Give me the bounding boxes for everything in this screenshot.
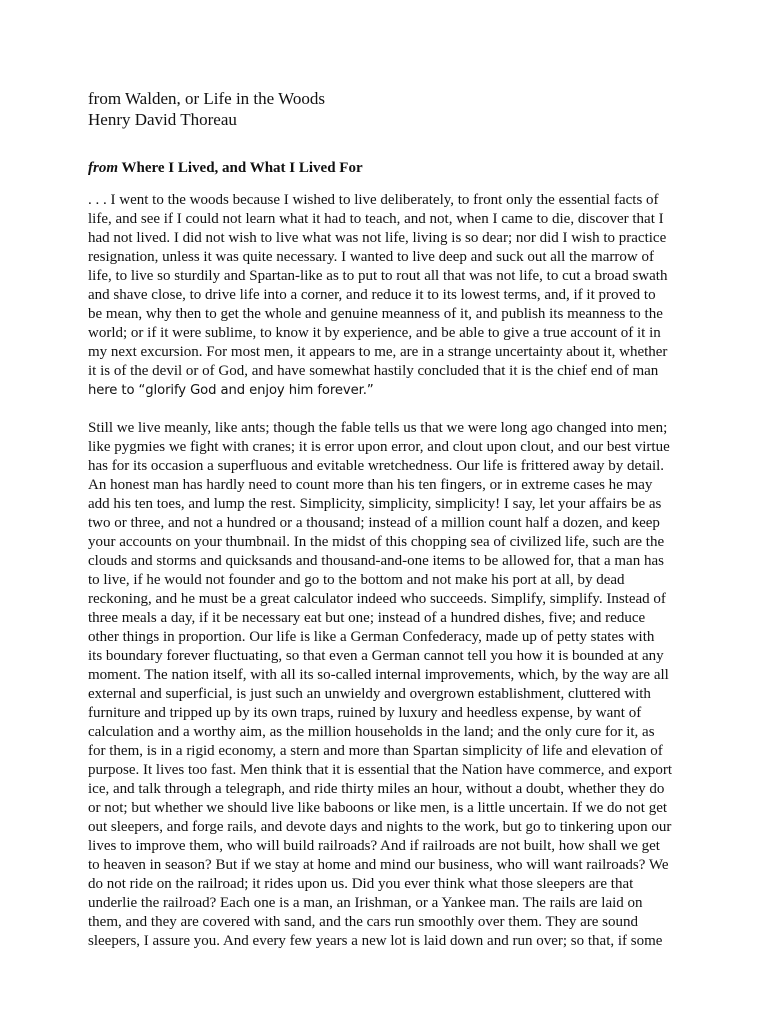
paragraph-line: reckoning, and he must be a great calculator indeed who succeeds. Simplify, simplify. Instead of: [88, 591, 666, 607]
section-heading: [88, 159, 698, 178]
paragraph-line: to live, if he would not founder and go to the bottom and not make his port at all, by dead: [88, 572, 625, 588]
paragraph-line: or not; but whether we should live like baboons or like men, is a little uncertain. If we do not get: [88, 800, 668, 816]
document-title: from Walden, or Life in the Woods: [88, 89, 325, 108]
paragraph-1: [88, 191, 698, 400]
paragraph-line: . . . I went to the woods because I wished to live deliberately, to front only the essential facts of: [88, 192, 659, 208]
paragraph-line: your accounts on your thumbnail. In the midst of this chopping sea of civilized life, such are the: [88, 534, 665, 550]
paragraph-line: other things in proportion. Our life is like a German Confederacy, made up of petty states with: [88, 629, 655, 645]
paragraph-line: external and superficial, is just such an unwieldy and overgrown establishment, cluttered with: [88, 686, 651, 702]
paragraph-line: my next excursion. For most men, it appears to me, are in a strange uncertainty about it, whether: [88, 344, 668, 360]
paragraph-line: moment. The nation itself, with all its so-called internal improvements, which, by the way are all: [88, 667, 669, 683]
paragraph-line: An honest man has hardly need to count more than his ten fingers, or in extreme cases he may: [88, 477, 653, 493]
paragraph-line: out sleepers, and forge rails, and devote days and nights to the work, but go to tinkering upon our: [88, 819, 672, 835]
paragraph-line: them, and they are covered with sand, and the cars run smoothly over them. They are sound: [88, 914, 638, 930]
paragraph-line: furniture and tripped up by its own traps, ruined by luxury and heedless expense, by want of: [88, 705, 642, 721]
document-page: [88, 88, 698, 951]
paragraph-line: add his ten toes, and lump the rest. Simplicity, simplicity, simplicity! I say, let your affairs be as: [88, 496, 662, 512]
paragraph-line: be mean, why then to get the whole and genuine meanness of it, and publish its meanness to the: [88, 306, 663, 322]
paragraph-line: had not lived. I did not wish to live what was not life, living is so dear; nor did I wish to practice: [88, 230, 667, 246]
paragraph-line: here to “glorify God and enjoy him forever.”: [88, 383, 374, 398]
paragraph-line: resignation, unless it was quite necessary. I wanted to live deep and suck out all the marrow of: [88, 249, 654, 265]
paragraph-line: lives to improve them, who will build railroads? And if railroads are not built, how shall we get: [88, 838, 660, 854]
paragraph-line: purpose. It lives too fast. Men think that it is essential that the Nation have commerce, and export: [88, 762, 673, 778]
paragraph-line: Still we live meanly, like ants; though the fable tells us that we were long ago changed into men;: [88, 420, 668, 436]
paragraph-line: life, to live so sturdily and Spartan-like as to put to rout all that was not life, to cut a broad swath: [88, 268, 668, 284]
paragraph-line: like pygmies we fight with cranes; it is error upon error, and clout upon clout, and our best virtue: [88, 439, 670, 455]
paragraph-line: for them, is in a rigid economy, a stern and more than Spartan simplicity of life and elevation of: [88, 743, 663, 759]
paragraph-line: has for its occasion a superfluous and evitable wretchedness. Our life is frittered away by detail.: [88, 458, 665, 474]
paragraph-line: ice, and talk through a telegraph, and ride thirty miles an hour, without a doubt, whether they do: [88, 781, 665, 797]
section-prefix: from: [88, 160, 118, 176]
paragraph-line: life, and see if I could not learn what it had to teach, and not, when I came to die, discover that I: [88, 211, 664, 227]
document-header: [88, 88, 698, 130]
document-author: Henry David Thoreau: [88, 110, 237, 129]
paragraph-line: sleepers, I assure you. And every few years a new lot is laid down and run over; so that, if some: [88, 933, 663, 949]
paragraph-2: [88, 419, 698, 951]
paragraph-line: two or three, and not a hundred or a thousand; instead of a million count half a dozen, and keep: [88, 515, 660, 531]
paragraph-line: three meals a day, if it be necessary eat but one; instead of a hundred dishes, five; and reduce: [88, 610, 646, 626]
paragraph-line: and shave close, to drive life into a corner, and reduce it to its lowest terms, and, if it proved to: [88, 287, 656, 303]
paragraph-line: underlie the railroad? Each one is a man, an Irishman, or a Yankee man. The rails are laid on: [88, 895, 643, 911]
paragraph-line: do not ride on the railroad; it rides upon us. Did you ever think what those sleepers are that: [88, 876, 634, 892]
paragraph-line: calculation and a worthy aim, as the million households in the land; and the only cure for it, as: [88, 724, 655, 740]
paragraph-line: clouds and storms and quicksands and thousand-and-one items to be allowed for, that a man has: [88, 553, 664, 569]
paragraph-line: its boundary forever fluctuating, so that even a German cannot tell you how it is bounded at any: [88, 648, 664, 664]
section-title: Where I Lived, and What I Lived For: [121, 160, 363, 176]
paragraph-line: to heaven in season? But if we stay at home and mind our business, who will want railroads? We: [88, 857, 669, 873]
paragraph-line: it is of the devil or of God, and have somewhat hastily concluded that it is the chief end of man: [88, 363, 659, 379]
paragraph-line: world; or if it were sublime, to know it by experience, and be able to give a true account of it in: [88, 325, 661, 341]
